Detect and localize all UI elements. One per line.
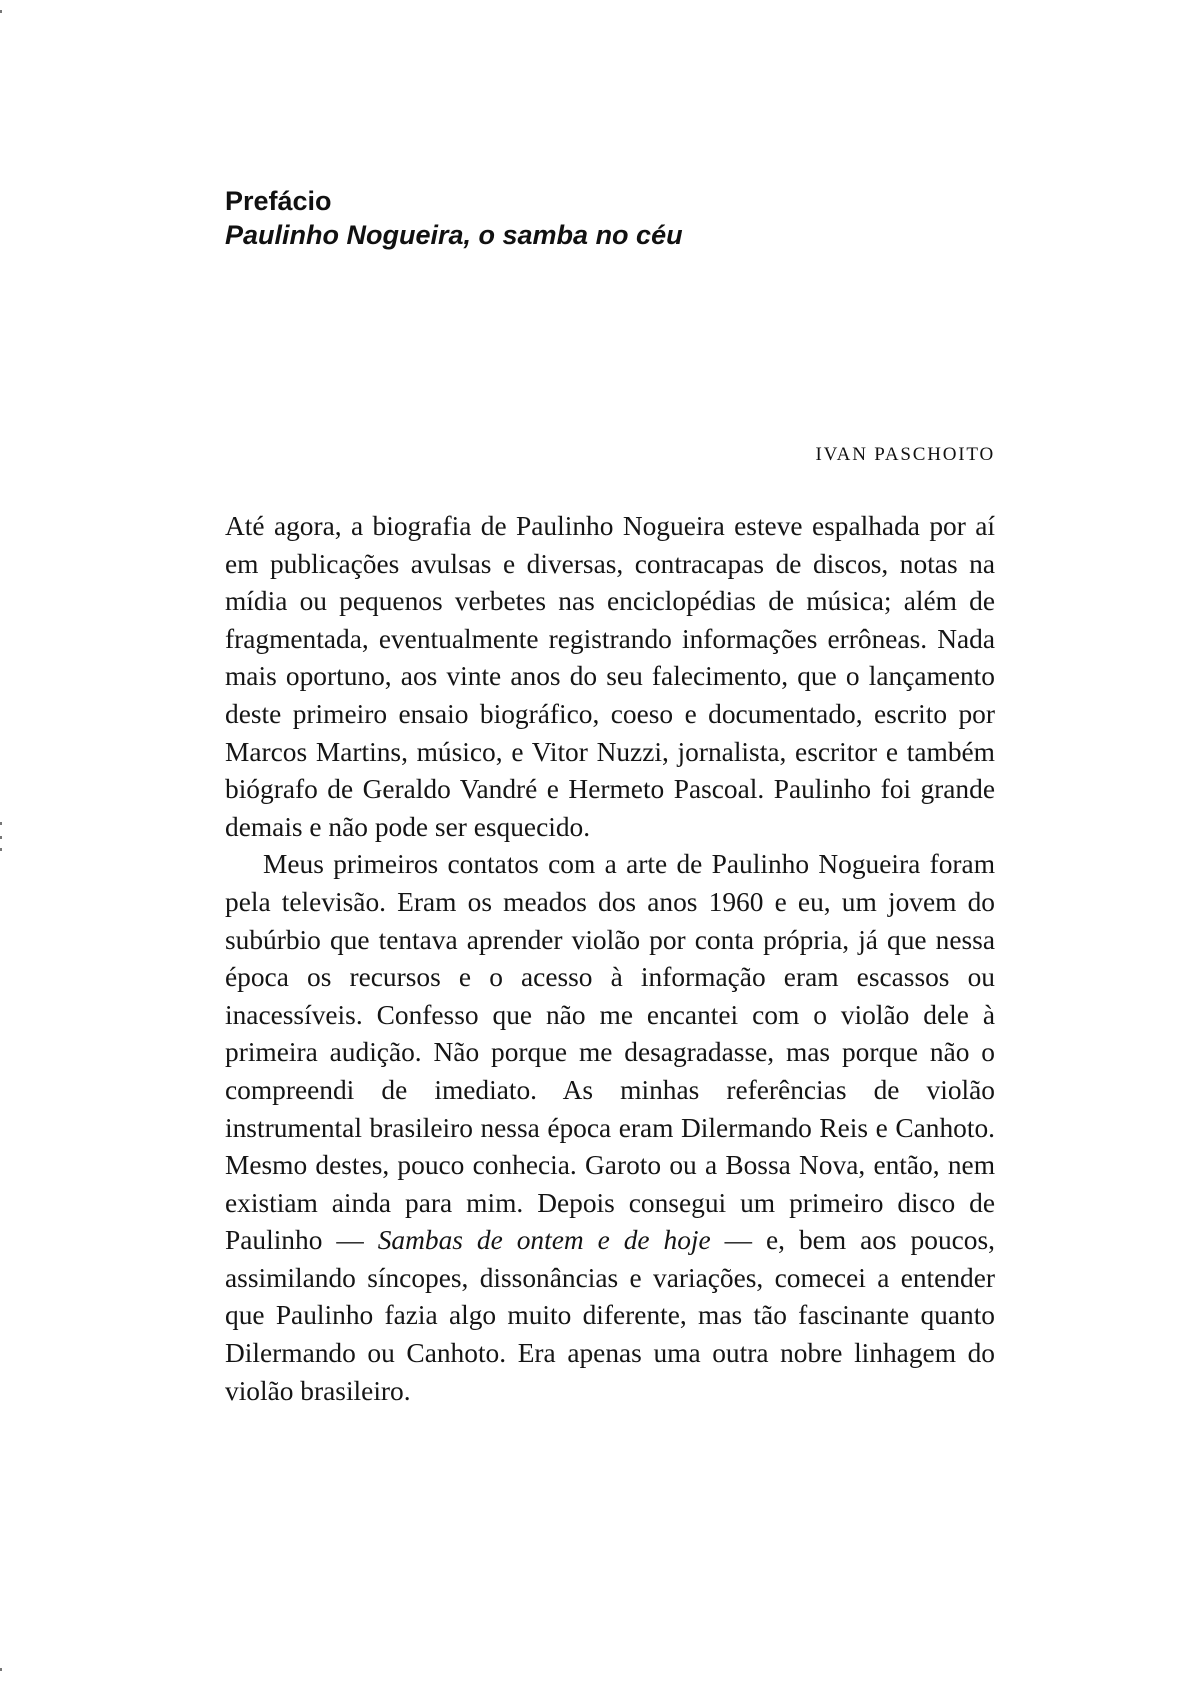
- edge-mark: [0, 10, 2, 13]
- paragraph: Até agora, a biografia de Paulinho Nogueira esteve espalhada por aí em publicações avulsas e diversas, contracapas de discos, notas na mídia ou pequenos verbetes nas enciclopédias de música; além de fragmentada, eventualmente registrando informações errôneas. Nada mais oportuno, aos vinte anos do seu falecimento, que o lançamento deste primeiro ensaio biográfico, coeso e documentado, escrito por Marcos Martins, músico, e Vitor Nuzzi, jornalista, escritor e também biógrafo de Geraldo Vandré e Hermeto Pascoal. Paulinho foi grande demais e não pode ser esquecido.: [225, 511, 995, 842]
- paragraph: [225, 846, 995, 1410]
- chapter-heading: [225, 184, 1005, 252]
- edge-mark: [0, 836, 2, 839]
- chapter-title: Paulinho Nogueira, o samba no céu: [225, 220, 683, 250]
- edge-mark: [0, 848, 2, 851]
- album-title: Sambas de ontem e de hoje: [377, 1225, 711, 1256]
- edge-mark: [0, 822, 2, 825]
- paragraph-text: — e, bem aos poucos, assimilando síncopes, dissonâncias e variações, comecei a entender que Paulinho fazia algo muito diferente, mas tão fascinante quanto Dilermando ou Canhoto. Era apenas uma outra nobre linhagem do violão brasileiro.: [225, 1225, 995, 1406]
- chapter-label: Prefácio: [225, 186, 332, 216]
- body-text: [225, 508, 995, 1410]
- edge-mark: [0, 1668, 2, 1671]
- paragraph-text: Meus primeiros contatos com a arte de Paulinho Nogueira foram pela televisão. Eram os meados dos anos 1960 e eu, um jovem do subúrbio que tentava aprender violão por conta própria, já que nessa época os recursos e o acesso à informação eram escassos ou inacessíveis. Confesso que não me encantei com o violão dele à primeira audição. Não porque me desagradasse, mas porque não o compreendi de imediato. As minhas referências de violão instrumental brasileiro nessa época eram Dilermando Reis e Canhoto. Mesmo destes, pouco conhecia. Garoto ou a Bossa Nova, então, nem existiam ainda para mim. Depois consegui um primeiro disco de Paulinho —: [225, 849, 995, 1256]
- author-name: IVAN PASCHOITO: [815, 444, 995, 465]
